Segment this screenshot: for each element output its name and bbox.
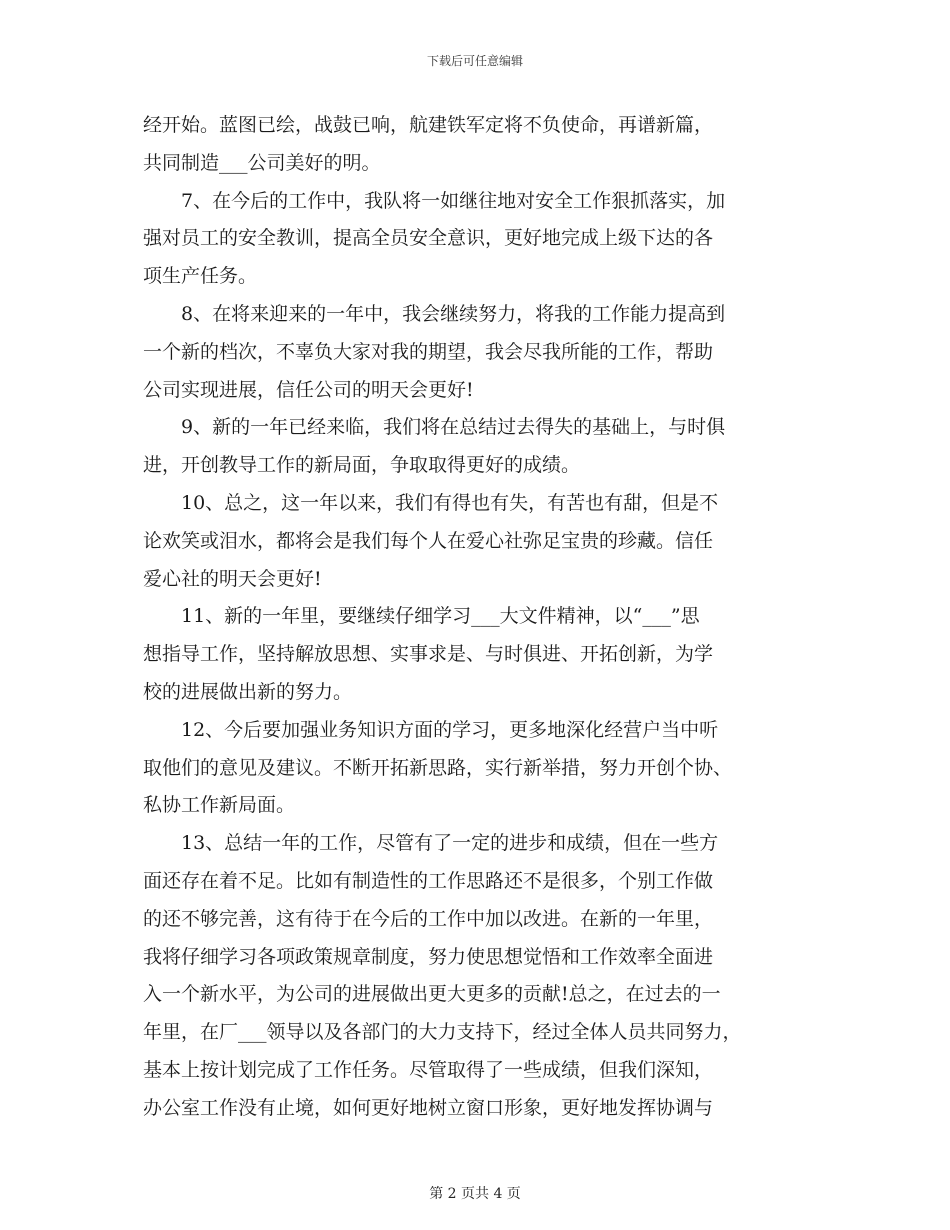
document-body [143,107,823,1128]
paragraph [143,409,823,485]
text-line: 进，开创教导工作的新局面，争取取得更好的成绩。 [143,454,581,477]
text-line: 爱心社的明天会更好! [143,567,322,590]
paragraph [143,296,823,409]
page-number: 第 2 页共 4 页 [429,1186,521,1202]
text-line: 办公室工作没有止境，如何更好地树立窗口形象，更好地发挥协调与 [143,1096,714,1119]
text-line: 13、总结一年的工作，尽管有了一定的进步和成绩，但在一些方 [181,832,719,855]
text-line: 我将仔细学习各项政策规章制度，努力使思想觉悟和工作效率全面进 [143,945,714,968]
text-line: 年里，在厂___领导以及各部门的大力支持下，经过全体人员共同努力， [143,1021,742,1044]
text-line: 想指导工作，坚持解放思想、实事求是、与时俱进、开拓创新，为学 [143,643,714,666]
text-line: 校的进展做出新的努力。 [143,680,353,703]
paragraph [143,825,823,1127]
text-line: 基本上按计划完成了工作任务。尽管取得了一些成绩，但我们深知， [143,1058,714,1081]
text-line: 10、总之，这一年以来，我们有得也有失，有苦也有甜，但是不 [181,491,719,514]
text-line: 入一个新水平，为公司的进展做出更大更多的贡献!总之，在过去的一 [143,983,721,1006]
text-line: 面还存在着不足。比如有制造性的工作思路还不是很多，个别工作做 [143,869,714,892]
text-line: 公司实现进展，信任公司的明天会更好! [143,378,474,401]
text-line: 强对员工的安全教训，提高全员安全意识，更好地完成上级下达的各 [143,227,714,250]
text-line: 12、今后要加强业务知识方面的学习，更多地深化经营户当中听 [181,718,719,741]
text-line: 9、新的一年已经来临，我们将在总结过去得失的基础上，与时俱 [181,416,726,439]
text-line: 8、在将来迎来的一年中，我会继续努力，将我的工作能力提高到 [181,302,726,325]
text-line: 项生产任务。 [143,265,258,288]
paragraph [143,712,823,825]
text-line: 论欢笑或泪水，都将会是我们每个人在爱心社弥足宝贵的珍藏。信任 [143,529,714,552]
text-line: 11、新的一年里，要继续仔细学习___大文件精神，以“___”思 [181,605,700,628]
text-line: 取他们的意见及建议。不断开拓新思路，实行新举措，努力开创个协、 [143,756,733,779]
text-line: 的还不够完善，这有待于在今后的工作中加以改进。在新的一年里， [143,907,714,930]
text-line: 一个新的档次，不辜负大家对我的期望，我会尽我所能的工作，帮助 [143,340,714,363]
text-line: 经开始。蓝图已绘，战鼓已响，航建铁军定将不负使命，再谱新篇， [143,114,714,136]
paragraph [143,107,823,183]
paragraph [143,183,823,296]
text-line: 私协工作新局面。 [143,794,296,817]
page-header: 下载后可任意编辑 [426,54,523,68]
paragraph [143,598,823,711]
paragraph [143,485,823,598]
text-line: 共同制造___公司美好的明。 [143,151,381,174]
text-line: 7、在今后的工作中，我队将一如继往地对安全工作狠抓落实，加 [181,189,726,212]
